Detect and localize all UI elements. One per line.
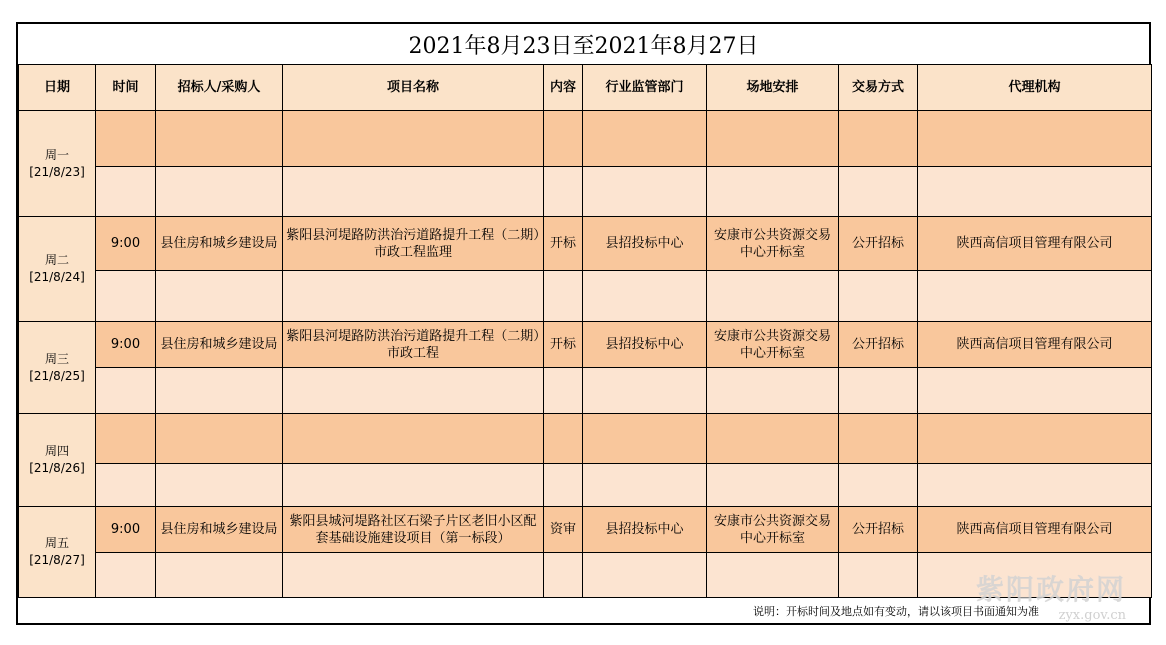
dept-cell bbox=[583, 553, 707, 598]
agency-cell bbox=[918, 167, 1152, 217]
content-cell: 资审 bbox=[544, 507, 583, 553]
project-cell bbox=[283, 167, 544, 217]
venue-cell: 安康市公共资源交易中心开标室 bbox=[707, 322, 839, 368]
agency-cell bbox=[918, 414, 1152, 464]
dept-cell bbox=[583, 368, 707, 414]
method-cell bbox=[839, 167, 918, 217]
tenderer-cell: 县住房和城乡建设局 bbox=[156, 322, 283, 368]
tenderer-cell bbox=[156, 553, 283, 598]
table-row bbox=[19, 271, 1152, 322]
tenderer-cell bbox=[156, 167, 283, 217]
venue-cell: 安康市公共资源交易中心开标室 bbox=[707, 217, 839, 271]
table-row bbox=[19, 217, 1152, 271]
day-label: 周五 bbox=[44, 536, 69, 550]
method-cell bbox=[839, 414, 918, 464]
day-cell bbox=[19, 217, 96, 322]
day-date: [21/8/27] bbox=[29, 553, 85, 567]
venue-cell bbox=[707, 464, 839, 507]
header-date: 日期 bbox=[19, 65, 96, 111]
header-dept: 行业监管部门 bbox=[583, 65, 707, 111]
header-venue: 场地安排 bbox=[707, 65, 839, 111]
venue-cell bbox=[707, 111, 839, 167]
time-cell bbox=[96, 414, 156, 464]
method-cell: 公开招标 bbox=[839, 322, 918, 368]
project-cell bbox=[283, 271, 544, 322]
time-cell bbox=[96, 464, 156, 507]
table-row bbox=[19, 322, 1152, 368]
venue-cell bbox=[707, 167, 839, 217]
method-cell: 公开招标 bbox=[839, 217, 918, 271]
method-cell bbox=[839, 111, 918, 167]
project-cell: 紫阳县河堤路防洪治污道路提升工程（二期）市政工程 bbox=[283, 322, 544, 368]
day-date: [21/8/23] bbox=[29, 164, 85, 179]
table-row bbox=[19, 368, 1152, 414]
note-text: 说明：开标时间及地点如有变动，请以该项目书面通知为准 bbox=[753, 604, 1039, 618]
header-method: 交易方式 bbox=[839, 65, 918, 111]
day-cell bbox=[19, 507, 96, 598]
content-cell bbox=[544, 464, 583, 507]
method-cell bbox=[839, 368, 918, 414]
method-cell bbox=[839, 553, 918, 598]
agency-cell: 陕西高信项目管理有限公司 bbox=[918, 507, 1152, 553]
header-project: 项目名称 bbox=[283, 65, 544, 111]
agency-cell: 陕西高信项目管理有限公司 bbox=[918, 217, 1152, 271]
project-cell bbox=[283, 464, 544, 507]
day-date: [21/8/24] bbox=[29, 270, 85, 284]
method-cell bbox=[839, 271, 918, 322]
content-cell bbox=[544, 368, 583, 414]
tenderer-cell: 县住房和城乡建设局 bbox=[156, 507, 283, 553]
content-cell: 开标 bbox=[544, 217, 583, 271]
content-cell: 开标 bbox=[544, 322, 583, 368]
venue-cell bbox=[707, 553, 839, 598]
venue-cell bbox=[707, 271, 839, 322]
tenderer-cell bbox=[156, 111, 283, 167]
dept-cell bbox=[583, 414, 707, 464]
content-cell bbox=[544, 553, 583, 598]
dept-cell bbox=[583, 464, 707, 507]
content-cell bbox=[544, 414, 583, 464]
table-row bbox=[19, 507, 1152, 553]
dept-cell bbox=[583, 271, 707, 322]
day-label: 周四 bbox=[44, 444, 69, 458]
header-tenderer: 招标人/采购人 bbox=[156, 65, 283, 111]
footer-note bbox=[18, 597, 1149, 623]
header-content: 内容 bbox=[544, 65, 583, 111]
method-cell: 公开招标 bbox=[839, 507, 918, 553]
venue-cell bbox=[707, 414, 839, 464]
venue-cell bbox=[707, 368, 839, 414]
day-label: 周二 bbox=[44, 253, 69, 267]
header-agency: 代理机构 bbox=[918, 65, 1152, 111]
day-cell bbox=[19, 414, 96, 507]
time-cell: 9:00 bbox=[96, 217, 156, 271]
day-label: 周三 bbox=[44, 351, 69, 366]
tenderer-cell bbox=[156, 414, 283, 464]
page-title: 2021年8月23日至2021年8月27日 bbox=[408, 33, 759, 59]
agency-cell bbox=[918, 271, 1152, 322]
project-cell bbox=[283, 553, 544, 598]
header-row bbox=[19, 65, 1152, 111]
agency-cell bbox=[918, 368, 1152, 414]
tenderer-cell bbox=[156, 368, 283, 414]
venue-cell: 安康市公共资源交易中心开标室 bbox=[707, 507, 839, 553]
time-cell bbox=[96, 167, 156, 217]
table-row bbox=[19, 111, 1152, 167]
content-cell bbox=[544, 167, 583, 217]
dept-cell bbox=[583, 111, 707, 167]
agency-cell bbox=[918, 111, 1152, 167]
tenderer-cell bbox=[156, 464, 283, 507]
time-cell bbox=[96, 111, 156, 167]
tenderer-cell bbox=[156, 271, 283, 322]
project-cell: 紫阳县城河堤路社区石梁子片区老旧小区配套基础设施建设项目（第一标段） bbox=[283, 507, 544, 553]
table-row bbox=[19, 167, 1152, 217]
dept-cell: 县招投标中心 bbox=[583, 322, 707, 368]
table-row bbox=[19, 464, 1152, 507]
dept-cell: 县招投标中心 bbox=[583, 507, 707, 553]
time-cell: 9:00 bbox=[96, 322, 156, 368]
day-cell bbox=[19, 111, 96, 217]
time-cell bbox=[96, 271, 156, 322]
project-cell: 紫阳县河堤路防洪治污道路提升工程（二期）市政工程监理 bbox=[283, 217, 544, 271]
day-label: 周一 bbox=[44, 147, 69, 162]
time-cell: 9:00 bbox=[96, 507, 156, 553]
header-time: 时间 bbox=[96, 65, 156, 111]
time-cell bbox=[96, 368, 156, 414]
watermark-name: 紫阳政府网 bbox=[975, 573, 1126, 606]
content-cell bbox=[544, 111, 583, 167]
project-cell bbox=[283, 368, 544, 414]
project-cell bbox=[283, 414, 544, 464]
agency-cell: 陕西高信项目管理有限公司 bbox=[918, 322, 1152, 368]
table-row bbox=[19, 553, 1152, 598]
schedule-frame bbox=[16, 22, 1151, 625]
day-date: [21/8/25] bbox=[29, 368, 85, 383]
tenderer-cell: 县住房和城乡建设局 bbox=[156, 217, 283, 271]
method-cell bbox=[839, 464, 918, 507]
day-cell bbox=[19, 322, 96, 414]
day-date: [21/8/26] bbox=[29, 461, 85, 475]
dept-cell bbox=[583, 167, 707, 217]
table-row bbox=[19, 414, 1152, 464]
content-cell bbox=[544, 271, 583, 322]
time-cell bbox=[96, 553, 156, 598]
agency-cell bbox=[918, 464, 1152, 507]
schedule-table bbox=[18, 64, 1152, 598]
agency-cell bbox=[918, 553, 1152, 598]
watermark-url: zyx.gov.cn bbox=[1058, 608, 1126, 623]
dept-cell: 县招投标中心 bbox=[583, 217, 707, 271]
project-cell bbox=[283, 111, 544, 167]
